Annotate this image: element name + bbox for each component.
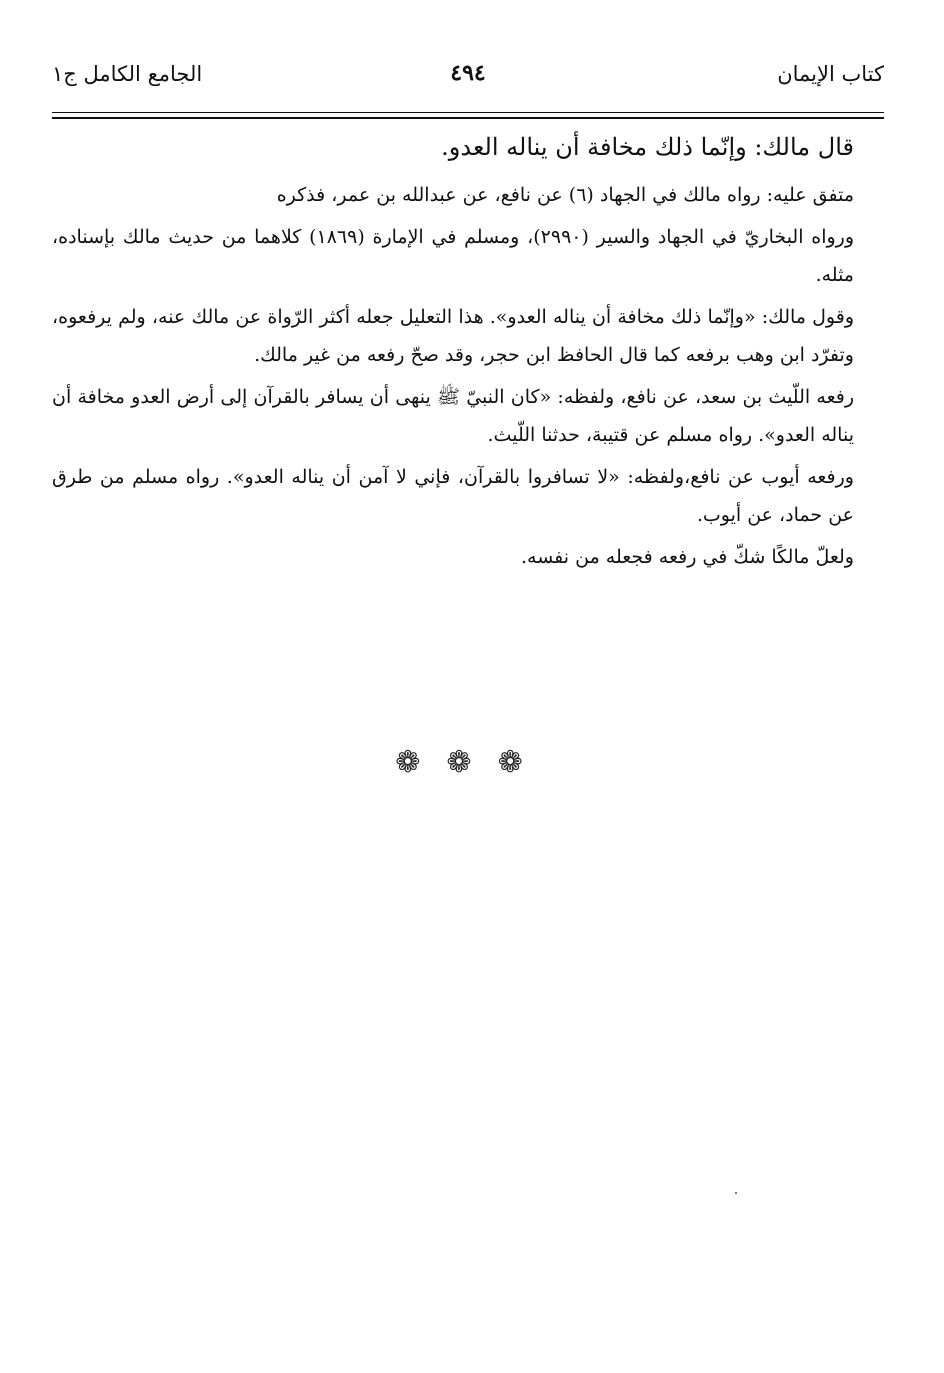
header-rule-thin [52, 112, 884, 113]
hadith-text: قال مالك: وإنّما ذلك مخافة أن يناله العدو. [441, 133, 854, 161]
section-divider-ornaments [0, 745, 944, 780]
commentary-paragraph: متفق عليه: رواه مالك في الجهاد (٦) عن نافع، عن عبدالله بن عمر، فذكره [276, 184, 854, 206]
book-title: كتاب الإيمان [777, 62, 884, 86]
scan-speck [735, 1192, 737, 1194]
commentary-paragraph: وقول مالك: «وإنّما ذلك مخافة أن يناله العدو». هذا التعليل جعله أكثر الرّواة عن مالك عنه، ولم يرفعوه، وتفرّد ابن وهب برفعه كما قال الحافظ ابن حجر، وقد صحّ رفعه من غير مالك. [52, 306, 854, 366]
volume-title: الجامع الكامل ج١ [52, 62, 203, 86]
flower-ornament-icon: ❁ [446, 745, 498, 780]
commentary-paragraph: ولعلّ مالكًا شكّ في رفعه فجعله من نفسه. [520, 546, 854, 568]
commentary-paragraph: ورفعه أيوب عن نافع،ولفظه: «لا تسافروا بالقرآن، فإني لا آمن أن يناله العدو». رواه مسلم من طرق عن حماد، عن أيوب. [52, 466, 854, 526]
page-number: ٤٩٤ [450, 60, 486, 86]
header-rule-thick [52, 117, 884, 119]
commentary-paragraph: رفعه اللّيث بن سعد، عن نافع، ولفظه: «كان النبيّ ﷺ ينهى أن يسافر بالقرآن إلى أرض العدو مخافة أن يناله العدو». رواه مسلم عن قتيبة، حدثنا اللّيث. [52, 386, 854, 446]
page-body [52, 126, 884, 576]
flower-ornament-icon: ❁ [497, 745, 549, 780]
flower-ornament-icon: ❁ [395, 745, 447, 780]
page-header [52, 58, 884, 102]
commentary-paragraph: ورواه البخاريّ في الجهاد والسير (٢٩٩٠)، ومسلم في الإمارة (١٨٦٩) كلاهما من حديث مالك بإسناده، مثله. [52, 226, 855, 286]
